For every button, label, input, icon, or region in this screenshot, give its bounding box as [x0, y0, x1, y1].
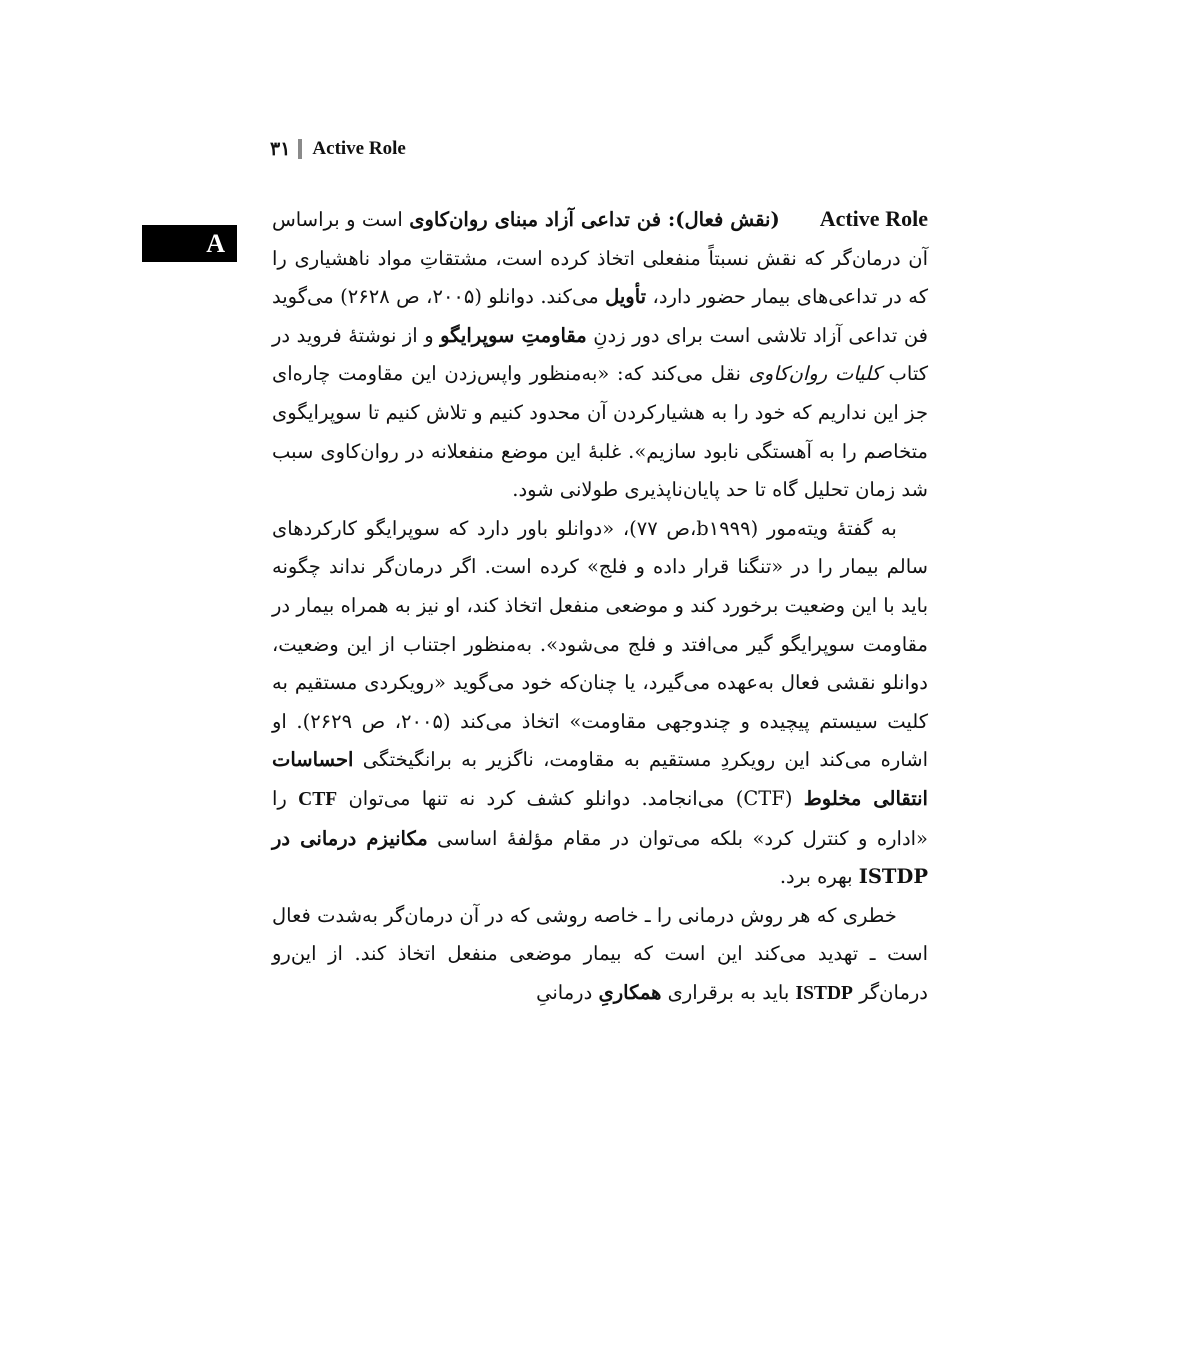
text-run: می‌کند. دوانلو (۲۰۰۵، ص ۲۶۲۸) می‌گوید فن تداعی آزاد تلاشی است برای دور زدنِ: [272, 285, 928, 347]
running-head: [270, 136, 406, 162]
entry-term: Active Role: [819, 206, 928, 231]
term-therapeutic-mechanism: مکانیزم درمانی در ISTDP: [272, 826, 928, 889]
term-alliance: همکاریِ: [598, 980, 662, 1004]
text-run: را «اداره و کنترل کرد» بلکه می‌توان در مقام مؤلفهٔ اساسی: [272, 786, 928, 850]
text-run: است و براساس آن درمان‌گر که نقش نسبتاً منفعلی اتخاذ کرده است، مشتقاتِ مواد ناهشیاری را که در تداعی‌های بیمار حضور دارد،: [272, 208, 928, 309]
book-title: کلیات روان‌کاوی: [748, 362, 881, 386]
text-run: (CTF) می‌انجامد. دوانلو کشف کرد نه تنها می‌توان: [337, 786, 804, 810]
term-mixed-transference-feelings: احساسات انتقالی مخلوط: [272, 748, 928, 810]
running-head-title: Active Role: [312, 138, 406, 159]
entry-paragraph-2: [272, 510, 928, 897]
term-superego-resistance: مقاومتِ سوپرایگو: [440, 323, 587, 347]
term-interpretation: تأویل: [605, 285, 647, 309]
text-run: خطری که هر روش درمانی را ـ خاصه روشی که در آن درمان‌گر به‌شدت فعال است ـ تهدید می‌کند این است که بیمار موضعی منفعل اتخاذ کند. از این‌رو درمان‌گر: [272, 903, 928, 1004]
thumb-index-letter: A: [206, 229, 225, 258]
text-run: درمانیِ: [536, 980, 599, 1004]
text-run: نقل می‌کند که: «به‌منظور واپس‌زدن این مقاومت چاره‌ای جز این نداریم که خود را به هشیارکردن آن محدود کنیم و تلاش کنیم تا سوپرایگوی متخاصم را به آهستگی نابود سازیم». غلبهٔ این موضع منفعلانه در روان‌کاوی سبب شد زمان تحلیل گاه تا حد پایان‌ناپذیری طولانی شود.: [272, 362, 928, 502]
entry-paragraph-1: [272, 200, 928, 510]
page-number: ۳۱: [270, 138, 291, 160]
text-run: باید به برقراری: [661, 980, 796, 1004]
entry-definition-heading: (نقش فعال): فن تداعی آزاد مبنای روان‌کاوی: [409, 208, 780, 231]
running-head-separator: [298, 139, 302, 159]
entry-paragraph-3: [272, 897, 928, 1014]
term-istdp: ISTDP: [795, 982, 853, 1004]
text-run: بهره برد.: [779, 865, 859, 889]
text-run: و از نوشتهٔ فروید در کتاب: [272, 323, 928, 386]
term-ctf: CTF: [298, 788, 338, 810]
text-run: به گفتهٔ ویته‌مور (b۱۹۹۹،ص ۷۷)، «دوانلو باور دارد که سوپرایگو کارکردهای سالم بیمار را در «تنگنا قرار داده و فلج» کرده است. اگر درمان‌گر نداند چگونه باید با این وضعیت برخورد کند و موضعی منفعل اتخاذ کند، او نیز به همراه بیمار در مقاومت سوپرایگو گیر می‌افتد و فلج می‌شود». به‌منظور اجتناب از این وضعیت، دوانلو نقشی فعال به‌عهده می‌گیرد، یا چنان‌که خود می‌گوید «رویکردی مستقیم به کلیت سیستم پیچیده و چندوجهی مقاومت» اتخاذ می‌کند (۲۰۰۵، ص ۲۶۲۹). او اشاره می‌کند این رویکردِ مستقیم به مقاومت، ناگزیر به برانگیختگی: [272, 516, 928, 772]
thumb-index-tab: [142, 225, 237, 262]
entry-body: [272, 200, 928, 1013]
